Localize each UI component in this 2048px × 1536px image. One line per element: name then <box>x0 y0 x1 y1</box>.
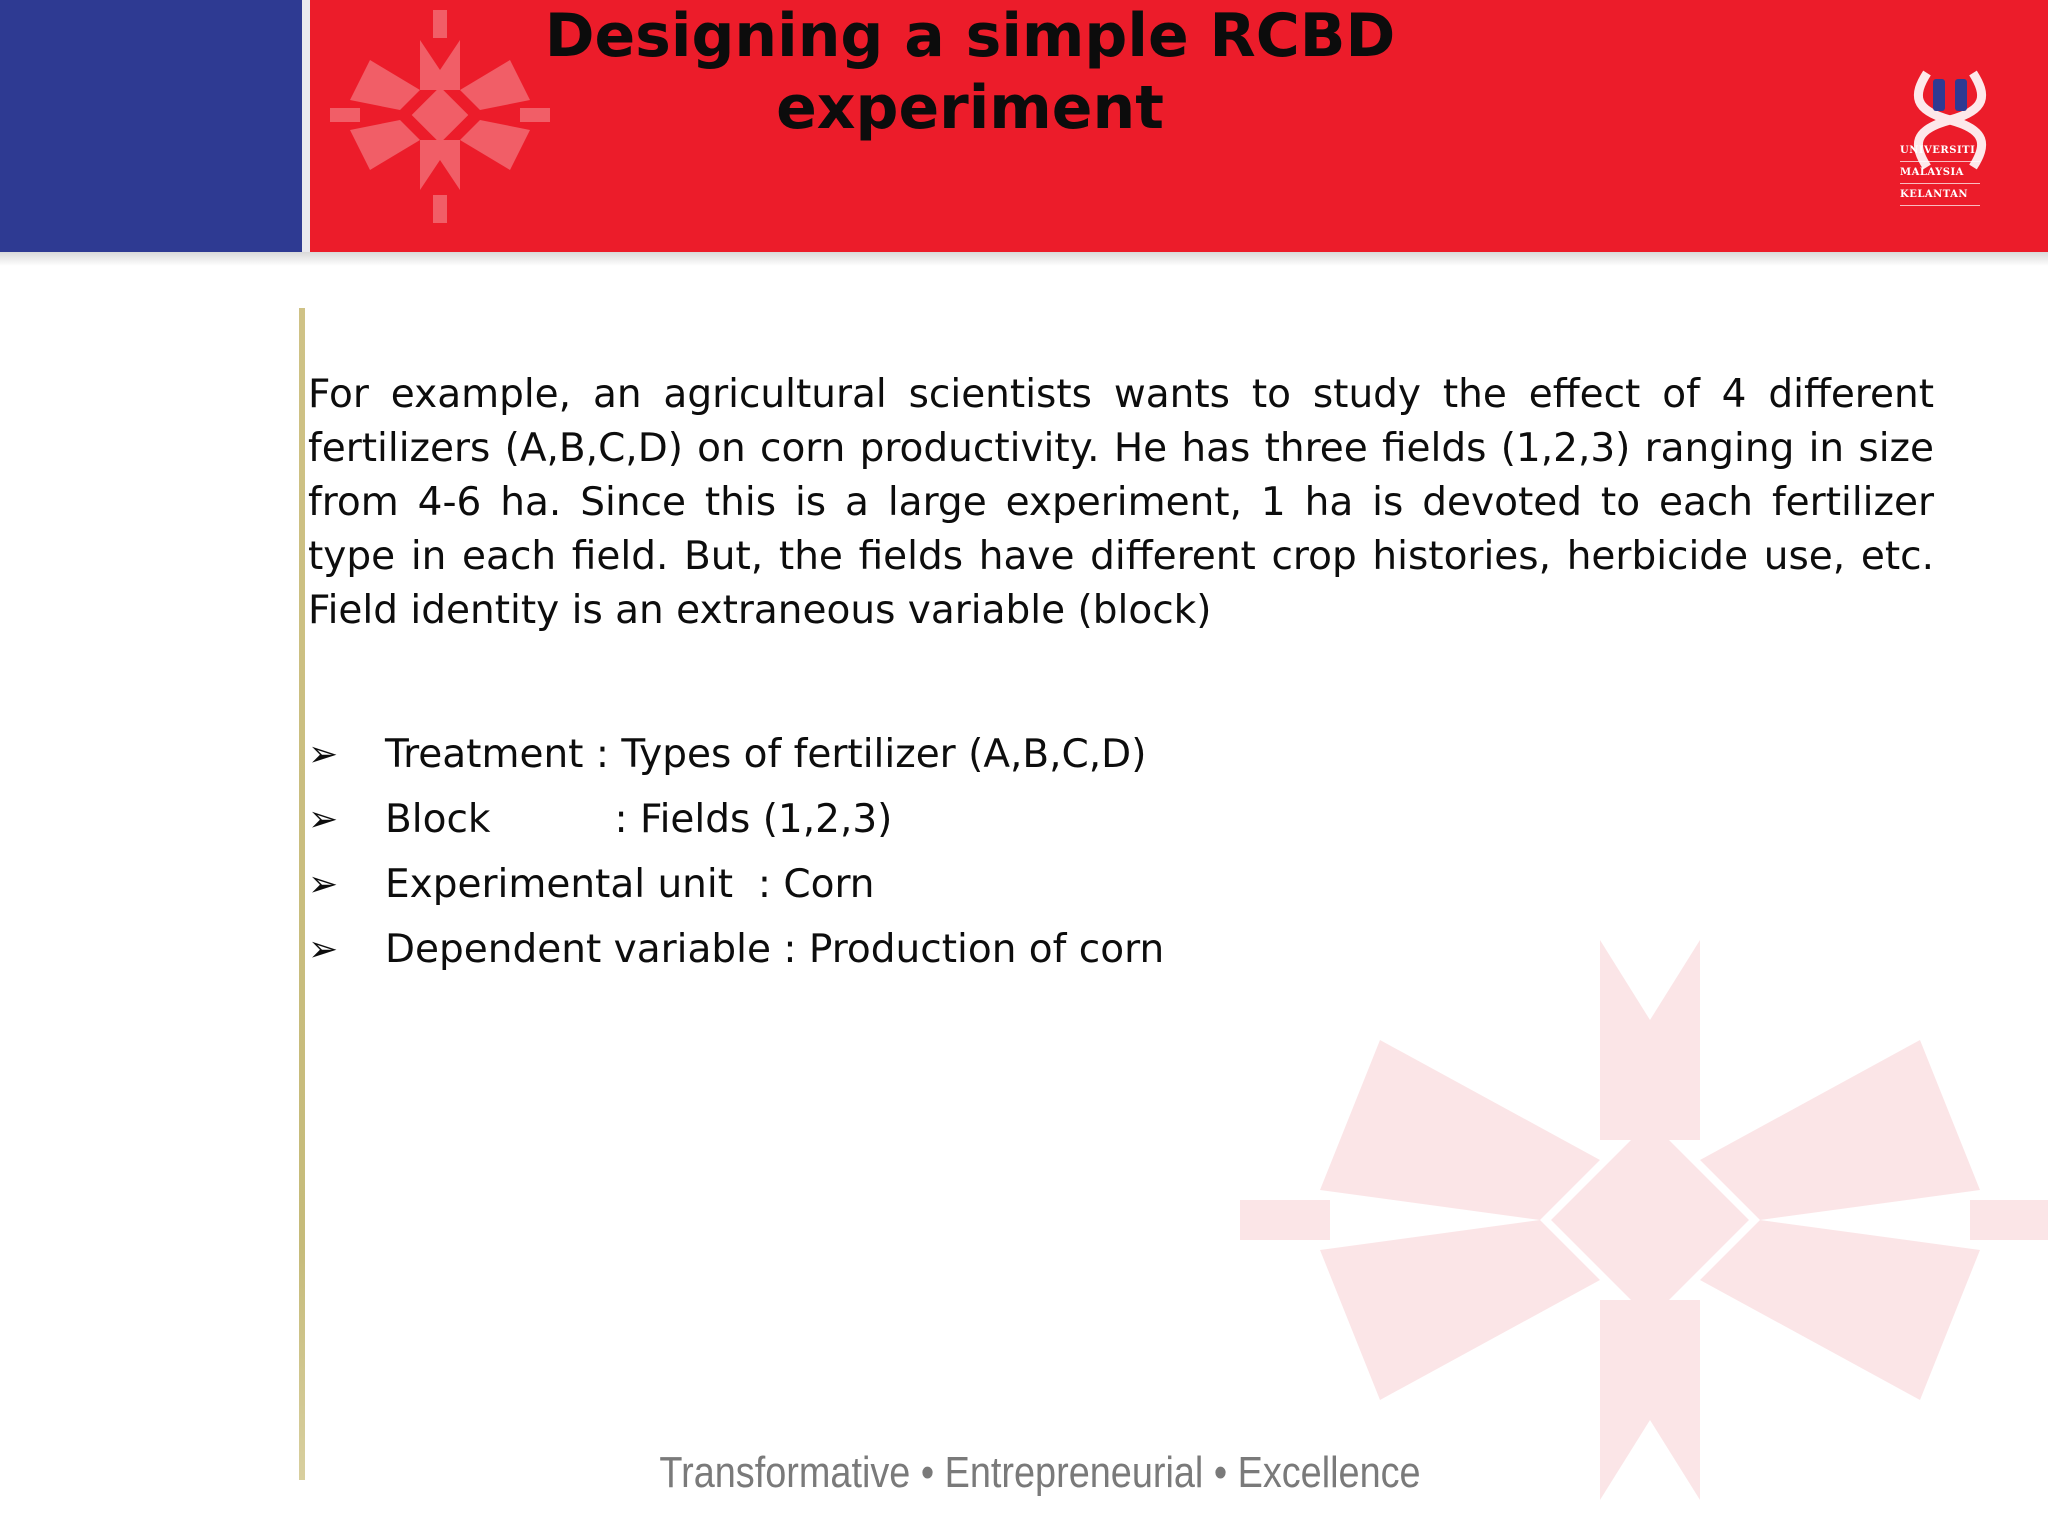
bullet-text-block: Block : Fields (1,2,3) <box>385 797 893 842</box>
header-shadow <box>0 252 2048 266</box>
arrow-bullet-icon: ➢ <box>308 864 339 905</box>
list-item <box>308 917 1164 982</box>
logo-line-1: UNIVERSITI <box>1900 140 1980 162</box>
background-ornament-icon <box>1180 900 2048 1536</box>
header-blue-block <box>0 0 302 252</box>
footer-tagline: Transformative • Entrepreneurial • Excellence <box>659 1448 1421 1497</box>
arrow-bullet-icon: ➢ <box>308 799 339 840</box>
list-item <box>308 852 1164 917</box>
left-accent-line <box>299 308 305 1480</box>
list-item <box>308 787 1164 852</box>
university-logo-text <box>1900 140 2000 206</box>
slide-title: Designing a simple RCBD experiment <box>544 1 1396 143</box>
bullet-text-experimental-unit: Experimental unit : Corn <box>385 862 875 907</box>
logo-line-2: MALAYSIA <box>1900 162 1980 184</box>
header-divider <box>302 0 310 252</box>
bullet-text-dependent-variable: Dependent variable : Production of corn <box>385 927 1165 972</box>
list-item <box>308 722 1164 787</box>
bullet-text-treatment: Treatment : Types of fertilizer (A,B,C,D) <box>385 732 1147 777</box>
bullet-list <box>308 722 1164 982</box>
arrow-bullet-icon: ➢ <box>308 734 339 775</box>
arrow-bullet-icon: ➢ <box>308 929 339 970</box>
example-paragraph: For example, an agricultural scientists wants to study the effect of 4 different fertilizers (A,B,C,D) on corn productivity. He has three fields (1,2,3) ranging in size from 4-6 ha. Since this is a large experiment, 1 ha is devoted to each fertilizer type in each field. But, the fields have different crop histories, herbicide use, etc. Field identity is an extraneous variable (block) <box>308 372 1934 633</box>
logo-line-3: KELANTAN <box>1900 184 1980 206</box>
